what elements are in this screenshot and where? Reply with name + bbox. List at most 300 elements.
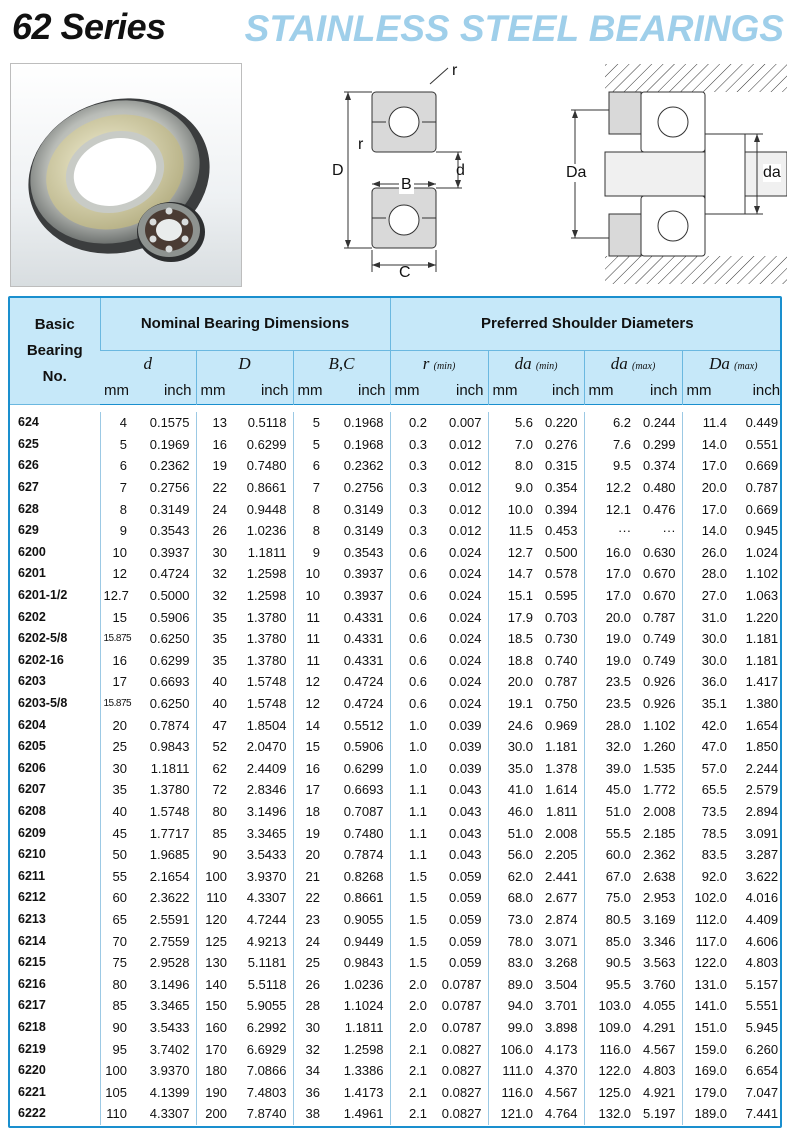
unit-mm-header: mm [390, 378, 430, 404]
bearing-number-cell: 6214 [18, 933, 46, 948]
value-mm-cell: 26 [293, 973, 323, 995]
value-mm-cell: 45.0 [584, 779, 634, 801]
value-inch-cell: 0.3937 [343, 566, 384, 582]
value-mm-cell: 35 [196, 650, 230, 672]
value-mm-cell: 117.0 [682, 930, 730, 952]
header-BC: B,C [293, 350, 390, 378]
value-inch-cell: 4.055 [642, 998, 676, 1014]
value-inch-cell: 0.024 [448, 631, 482, 647]
value-inch-cell: 1.4173 [343, 1084, 384, 1100]
value-mm-cell: 21 [293, 865, 323, 887]
value-mm-cell: 20.0 [682, 477, 730, 499]
value-mm-cell: 15.875 [100, 628, 130, 650]
value-inch-cell: 1.5748 [246, 674, 287, 690]
value-mm-cell: 80 [196, 801, 230, 823]
value-inch-cell: 5.1181 [247, 955, 287, 971]
value-inch-cell: 3.7402 [149, 1041, 190, 1057]
value-mm-cell: 2.1 [390, 1103, 430, 1125]
bearing-number-cell: 624 [18, 415, 39, 430]
bearing-number-cell: 6208 [18, 803, 46, 818]
value-mm-cell: 12 [100, 563, 130, 585]
value-mm-cell: 34 [293, 1060, 323, 1082]
value-mm-cell: 24 [196, 498, 230, 520]
value-inch-cell: 0.551 [745, 436, 779, 452]
value-inch-cell: 0.2756 [149, 480, 190, 496]
value-mm-cell: 0.6 [390, 650, 430, 672]
value-mm-cell: 20.0 [584, 606, 634, 628]
value-inch-cell: 4.7244 [246, 911, 287, 927]
bearing-photo [10, 63, 242, 287]
value-inch-cell: 6.654 [745, 1063, 779, 1079]
value-inch-cell: 0.024 [448, 588, 482, 604]
value-mm-cell: 36 [293, 1081, 323, 1103]
value-inch-cell: 0.8661 [246, 480, 287, 496]
value-inch-cell: 0.670 [642, 588, 676, 604]
table-row [10, 909, 782, 931]
value-inch-cell: 0.374 [642, 458, 676, 474]
value-mm-cell: 7 [293, 477, 323, 499]
bearing-number-cell: 6201 [18, 566, 46, 581]
value-mm-cell: 120 [196, 909, 230, 931]
value-inch-cell: 0.0787 [441, 1019, 482, 1035]
value-inch-cell: 6.6929 [246, 1041, 287, 1057]
value-inch-cell: 0.6693 [343, 782, 384, 798]
value-mm-cell: 8 [293, 520, 323, 542]
value-mm-cell: 11 [293, 650, 323, 672]
value-mm-cell: 85 [196, 822, 230, 844]
value-mm-cell: 0.6 [390, 585, 430, 607]
value-inch-cell: 1.535 [642, 760, 676, 776]
header-da-min: da (min) [488, 350, 584, 378]
value-inch-cell: 0.059 [448, 890, 482, 906]
value-inch-cell: 3.091 [745, 825, 779, 841]
value-mm-cell: 24.6 [488, 714, 536, 736]
value-mm-cell: 14.7 [488, 563, 536, 585]
value-mm-cell: 1.1 [390, 844, 430, 866]
value-inch-cell: 0.749 [642, 631, 676, 647]
value-mm-cell: 170 [196, 1038, 230, 1060]
table-row [10, 520, 782, 542]
value-mm-cell: 17.0 [584, 585, 634, 607]
table-row [10, 822, 782, 844]
unit-mm-header: mm [584, 378, 634, 404]
value-mm-cell: 8 [100, 498, 130, 520]
value-mm-cell: 102.0 [682, 887, 730, 909]
value-mm-cell: 14 [293, 714, 323, 736]
value-inch-cell: 0.6299 [246, 436, 287, 452]
value-mm-cell: 10.0 [488, 498, 536, 520]
value-inch-cell: 3.701 [544, 998, 578, 1014]
value-inch-cell: 3.268 [544, 955, 578, 971]
bearing-number-cell: 6222 [18, 1106, 46, 1121]
value-inch-cell: 0.2756 [343, 480, 384, 496]
value-inch-cell: 2.008 [544, 825, 578, 841]
value-inch-cell: 0.969 [544, 717, 578, 733]
value-inch-cell: 0.394 [544, 501, 578, 517]
value-mm-cell: 0.6 [390, 542, 430, 564]
value-mm-cell: 100 [196, 865, 230, 887]
value-mm-cell: 122.0 [682, 952, 730, 974]
label-C: C [399, 264, 411, 281]
table-row [10, 801, 782, 823]
value-inch-cell: 4.803 [745, 955, 779, 971]
unit-inch-header: inch [536, 378, 584, 404]
value-mm-cell: 78.5 [682, 822, 730, 844]
value-mm-cell: 32 [293, 1038, 323, 1060]
label-da: da [763, 164, 781, 181]
value-inch-cell: 1.024 [745, 544, 779, 560]
value-mm-cell: 18.5 [488, 628, 536, 650]
value-inch-cell: 0.453 [544, 523, 578, 539]
table-row [10, 1081, 782, 1103]
value-mm-cell: 11.4 [682, 412, 730, 434]
value-mm-cell: 62 [196, 758, 230, 780]
value-inch-cell: 0.043 [448, 825, 482, 841]
value-mm-cell: 105 [100, 1081, 130, 1103]
value-mm-cell: 92.0 [682, 865, 730, 887]
value-inch-cell: 0.578 [544, 566, 578, 582]
value-inch-cell: 0.3543 [343, 544, 384, 560]
value-mm-cell: 55.5 [584, 822, 634, 844]
value-inch-cell: 4.567 [642, 1041, 676, 1057]
value-inch-cell: 0.039 [448, 739, 482, 755]
value-inch-cell: 1.0236 [343, 976, 384, 992]
value-inch-cell: 0.787 [745, 480, 779, 496]
value-mm-cell: 1.0 [390, 736, 430, 758]
table-row [10, 1038, 782, 1060]
value-inch-cell: 1.102 [642, 717, 676, 733]
value-mm-cell: 9 [293, 542, 323, 564]
value-mm-cell: 11.5 [488, 520, 536, 542]
value-inch-cell: 0.2362 [149, 458, 190, 474]
header-nominal-dimensions: Nominal Bearing Dimensions [100, 298, 390, 350]
value-mm-cell: 30 [196, 542, 230, 564]
table-row [10, 995, 782, 1017]
value-mm-cell: 19.1 [488, 693, 536, 715]
value-mm-cell: 7 [100, 477, 130, 499]
bearing-number-cell: 6207 [18, 782, 46, 797]
main-title: STAINLESS STEEL BEARINGS [244, 8, 784, 49]
value-mm-cell: 99.0 [488, 1017, 536, 1039]
value-inch-cell: 0.0827 [441, 1106, 482, 1122]
unit-inch-header: inch [634, 378, 682, 404]
bearing-number-cell: 6215 [18, 955, 46, 970]
value-inch-cell: 3.563 [642, 955, 676, 971]
table-row [10, 758, 782, 780]
value-inch-cell: 0.787 [544, 674, 578, 690]
value-mm-cell: 12.7 [100, 585, 130, 607]
value-mm-cell: 60 [100, 887, 130, 909]
value-mm-cell: 2.1 [390, 1060, 430, 1082]
value-mm-cell: 10 [293, 563, 323, 585]
value-mm-cell: 18.8 [488, 650, 536, 672]
unit-mm-header: mm [196, 378, 230, 404]
value-inch-cell: 0.4331 [343, 652, 384, 668]
bearing-number-cell: 6202-5/8 [18, 631, 68, 646]
value-inch-cell: 0.7087 [343, 803, 384, 819]
value-mm-cell: 130 [196, 952, 230, 974]
value-mm-cell: 26.0 [682, 542, 730, 564]
value-mm-cell: 179.0 [682, 1081, 730, 1103]
bearing-number-cell: 6218 [18, 1019, 46, 1034]
table-row [10, 973, 782, 995]
value-inch-cell: 1.850 [745, 739, 779, 755]
value-mm-cell: 73.0 [488, 909, 536, 931]
bearing-photo-illustration [11, 64, 242, 287]
header-r-min: r (min) [390, 350, 488, 378]
value-mm-cell: 116.0 [488, 1081, 536, 1103]
value-inch-cell: 1.2598 [343, 1041, 384, 1057]
value-mm-cell: 5.6 [488, 412, 536, 434]
value-inch-cell: 0.9449 [343, 933, 384, 949]
value-mm-cell: 17.0 [682, 455, 730, 477]
value-inch-cell: 3.5433 [246, 847, 287, 863]
value-mm-cell: 12 [293, 693, 323, 715]
value-mm-cell: 0.6 [390, 628, 430, 650]
value-mm-cell: 35 [196, 606, 230, 628]
value-inch-cell: 5.157 [745, 976, 779, 992]
value-inch-cell: 0.9055 [343, 911, 384, 927]
value-inch-cell: 3.9370 [149, 1063, 190, 1079]
value-inch-cell: 0.2362 [343, 458, 384, 474]
value-inch-cell: 0.6250 [149, 631, 190, 647]
value-inch-cell: 2.8346 [246, 782, 287, 798]
unit-inch-header: inch [730, 378, 782, 404]
value-inch-cell: 1.063 [745, 588, 779, 604]
value-mm-cell: 60.0 [584, 844, 634, 866]
value-mm-cell: 111.0 [488, 1060, 536, 1082]
value-inch-cell: 2.1654 [149, 868, 190, 884]
unit-mm-header: mm [488, 378, 536, 404]
value-mm-cell: 0.3 [390, 498, 430, 520]
table-row [10, 477, 782, 499]
value-mm-cell: 46.0 [488, 801, 536, 823]
value-inch-cell: 2.953 [642, 890, 676, 906]
header-d: d [100, 350, 196, 378]
value-inch-cell: 0.3149 [343, 523, 384, 539]
bearing-number-cell: 6209 [18, 825, 46, 840]
table-row [10, 671, 782, 693]
value-inch-cell: 1.417 [745, 674, 779, 690]
value-mm-cell: 26 [196, 520, 230, 542]
label-D: D [332, 162, 344, 179]
value-mm-cell: 17 [100, 671, 130, 693]
value-inch-cell: 0.476 [642, 501, 676, 517]
value-inch-cell: 0.926 [642, 674, 676, 690]
value-mm-cell: 90 [196, 844, 230, 866]
value-mm-cell: 51.0 [584, 801, 634, 823]
unit-inch-header: inch [130, 378, 196, 404]
value-inch-cell: ··· [662, 523, 676, 539]
value-mm-cell: 65.5 [682, 779, 730, 801]
value-mm-cell: 169.0 [682, 1060, 730, 1082]
value-mm-cell: 80.5 [584, 909, 634, 931]
value-inch-cell: 0.043 [448, 803, 482, 819]
value-mm-cell: 90.5 [584, 952, 634, 974]
value-inch-cell: 0.3149 [343, 501, 384, 517]
value-mm-cell: 180 [196, 1060, 230, 1082]
value-mm-cell: 7.0 [488, 434, 536, 456]
value-mm-cell: 28 [293, 995, 323, 1017]
table-row [10, 714, 782, 736]
bearing-number-cell: 6206 [18, 760, 46, 775]
value-inch-cell: 0.787 [642, 609, 676, 625]
value-inch-cell: 0.5906 [343, 739, 384, 755]
value-mm-cell: 15.875 [100, 693, 130, 715]
value-mm-cell: 23.5 [584, 693, 634, 715]
value-inch-cell: 0.4331 [343, 609, 384, 625]
table-row [10, 585, 782, 607]
value-inch-cell: 4.921 [642, 1084, 676, 1100]
value-mm-cell: 1.0 [390, 714, 430, 736]
bearing-number-cell: 628 [18, 501, 39, 516]
value-inch-cell: 0.730 [544, 631, 578, 647]
value-inch-cell: 2.9528 [149, 955, 190, 971]
value-mm-cell: 103.0 [584, 995, 634, 1017]
value-mm-cell: 57.0 [682, 758, 730, 780]
value-inch-cell: 0.012 [448, 523, 482, 539]
value-mm-cell: 55 [100, 865, 130, 887]
unit-mm-header: mm [682, 378, 730, 404]
value-mm-cell: 12.1 [584, 498, 634, 520]
bearing-number-cell: 6219 [18, 1041, 46, 1056]
value-inch-cell: 7.8740 [246, 1106, 287, 1122]
value-inch-cell: 0.7480 [246, 458, 287, 474]
value-mm-cell: 16 [196, 434, 230, 456]
value-inch-cell: 0.299 [642, 436, 676, 452]
value-mm-cell: 25 [100, 736, 130, 758]
value-inch-cell: 2.4409 [246, 760, 287, 776]
value-mm-cell: 18 [293, 801, 323, 823]
value-mm-cell: 8 [293, 498, 323, 520]
value-mm-cell: 32.0 [584, 736, 634, 758]
bearing-number-cell: 6210 [18, 847, 46, 862]
value-inch-cell: 4.567 [544, 1084, 578, 1100]
value-inch-cell: 0.024 [448, 566, 482, 582]
value-mm-cell: 30.0 [682, 628, 730, 650]
value-mm-cell: 13 [196, 412, 230, 434]
table-row [10, 542, 782, 564]
value-inch-cell: 4.291 [642, 1019, 676, 1035]
label-d: d [456, 162, 465, 179]
value-inch-cell: 0.0787 [441, 976, 482, 992]
value-mm-cell: 160 [196, 1017, 230, 1039]
value-inch-cell: 0.9448 [246, 501, 287, 517]
spec-table [10, 298, 782, 1125]
value-inch-cell: 2.5591 [149, 911, 190, 927]
value-inch-cell: 7.0866 [246, 1063, 287, 1079]
value-mm-cell: 15.1 [488, 585, 536, 607]
value-mm-cell: 39.0 [584, 758, 634, 780]
value-mm-cell: 67.0 [584, 865, 634, 887]
value-mm-cell: 27.0 [682, 585, 730, 607]
value-mm-cell: 94.0 [488, 995, 536, 1017]
table-row [10, 455, 782, 477]
value-inch-cell: 1.4961 [343, 1106, 384, 1122]
value-inch-cell: 0.059 [448, 911, 482, 927]
label-B: B [401, 176, 412, 193]
value-mm-cell: 116.0 [584, 1038, 634, 1060]
table-row [10, 1017, 782, 1039]
value-inch-cell: 0.740 [544, 652, 578, 668]
value-mm-cell: 41.0 [488, 779, 536, 801]
value-inch-cell: 4.9213 [246, 933, 287, 949]
unit-inch-header: inch [430, 378, 488, 404]
value-inch-cell: 0.4724 [343, 696, 384, 712]
value-mm-cell: 19 [293, 822, 323, 844]
value-mm-cell: 22 [293, 887, 323, 909]
value-inch-cell: 1.3780 [246, 631, 287, 647]
value-inch-cell: 5.197 [642, 1106, 676, 1122]
value-inch-cell: 2.7559 [149, 933, 190, 949]
bearing-number-cell: 6200 [18, 544, 46, 559]
table-row [10, 412, 782, 434]
value-inch-cell: 0.0787 [441, 998, 482, 1014]
value-inch-cell: 0.012 [448, 480, 482, 496]
value-inch-cell: 2.441 [544, 868, 578, 884]
value-mm-cell: 0.6 [390, 671, 430, 693]
value-mm-cell: 32 [196, 563, 230, 585]
value-inch-cell: 0.8268 [343, 868, 384, 884]
value-inch-cell: 3.287 [745, 847, 779, 863]
value-mm-cell: 2.0 [390, 1017, 430, 1039]
value-mm-cell: 14.0 [682, 434, 730, 456]
value-inch-cell: 3.3465 [246, 825, 287, 841]
value-inch-cell: 0.039 [448, 760, 482, 776]
value-mm-cell: 1.5 [390, 930, 430, 952]
value-mm-cell: 50 [100, 844, 130, 866]
table-row [10, 434, 782, 456]
value-mm-cell: 17.0 [584, 563, 634, 585]
value-inch-cell: 1.378 [544, 760, 578, 776]
value-mm-cell: 20.0 [488, 671, 536, 693]
value-inch-cell: 0.749 [642, 652, 676, 668]
value-mm-cell: 19.0 [584, 628, 634, 650]
value-inch-cell: 0.7480 [343, 825, 384, 841]
table-row [10, 930, 782, 952]
value-mm-cell: 15 [100, 606, 130, 628]
bearing-number-cell: 625 [18, 436, 39, 451]
value-mm-cell: 45 [100, 822, 130, 844]
value-mm-cell: 36.0 [682, 671, 730, 693]
bearing-number-cell: 6213 [18, 911, 46, 926]
value-mm-cell: 141.0 [682, 995, 730, 1017]
value-inch-cell: 1.181 [745, 652, 779, 668]
value-inch-cell: 0.012 [448, 501, 482, 517]
value-mm-cell: 109.0 [584, 1017, 634, 1039]
value-mm-cell: 14.0 [682, 520, 730, 542]
value-inch-cell: 4.370 [544, 1063, 578, 1079]
value-inch-cell: 0.276 [544, 436, 578, 452]
value-inch-cell: 1.0236 [246, 523, 287, 539]
value-inch-cell: 1.772 [642, 782, 676, 798]
value-mm-cell: 80 [100, 973, 130, 995]
bearing-number-cell: 6205 [18, 739, 46, 754]
table-row [10, 1103, 782, 1125]
value-inch-cell: 1.181 [544, 739, 578, 755]
value-mm-cell: 122.0 [584, 1060, 634, 1082]
value-inch-cell: 3.760 [642, 976, 676, 992]
value-mm-cell: 11 [293, 606, 323, 628]
value-inch-cell: 3.9370 [246, 868, 287, 884]
value-mm-cell: 2.1 [390, 1081, 430, 1103]
value-inch-cell: 5.9055 [246, 998, 287, 1014]
value-inch-cell: 0.012 [448, 436, 482, 452]
value-mm-cell: 38 [293, 1103, 323, 1125]
value-mm-cell: 52 [196, 736, 230, 758]
value-mm-cell: 1.1 [390, 779, 430, 801]
value-inch-cell: 0.6693 [149, 674, 190, 690]
